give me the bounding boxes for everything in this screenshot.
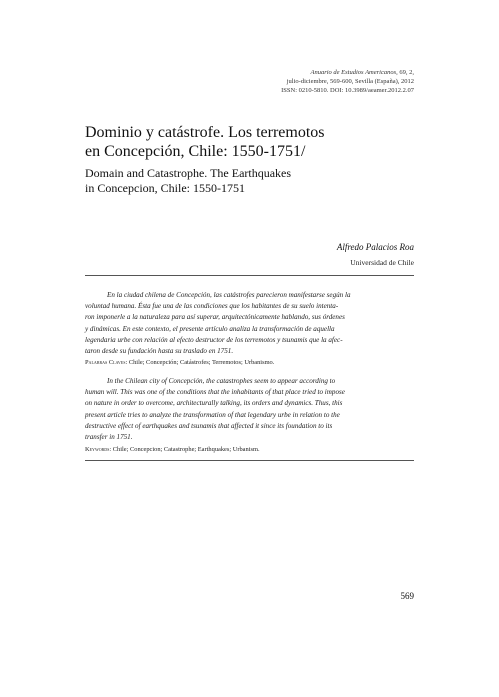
title-es-line-1: Dominio y catástrofe. Los terremotos [85, 124, 325, 141]
bottom-divider [85, 460, 414, 461]
keywords-es-text: Chile; Concepción; Catástrofes; Terremotos; Urbanismo. [127, 359, 275, 366]
abstract-es-line: y dinámicas. En este contexto, el presente artículo analiza la transformación de aquella [85, 324, 335, 333]
keywords-es-label: Palabras Claves: [85, 359, 128, 366]
author-name: Alfredo Palacios Roa [336, 242, 414, 252]
journal-ids: ISSN: 0210-5810. DOI: 10.3989/aeamer.2012.2.07 [281, 87, 414, 94]
abstract-en-line: human will. This was one of the conditions that the inhabitants of that place tried to impose [85, 388, 345, 397]
title-en-line-1: Domain and Catastrophe. The Earthquakes [85, 166, 292, 180]
abstract-en-line: present article tries to analyze the transformation of that legendary urbe in relation to the [85, 410, 340, 419]
journal-title: Anuario de Estudios Americanos [310, 69, 397, 76]
title-en-line-2: in Concepcion, Chile: 1550-1751 [85, 181, 245, 195]
article-page [85, 0, 414, 697]
abstract-es-line: voluntad humana. Ésta fue una de las condiciones que los habitantes de su suelo intenta- [85, 302, 339, 311]
title-es-line-2: en Concepción, Chile: 1550-1751/ [85, 143, 306, 160]
abstract-es-line: legendaria urbe con relación al efecto destructor de los terremotos y tsunamis que la afec- [85, 335, 343, 344]
journal-header [281, 68, 414, 95]
keywords-en-label: Keywords: [85, 446, 112, 453]
author-affiliation: Universidad de Chile [350, 258, 414, 267]
abstract-english [85, 376, 414, 443]
abstract-en-line: on nature in order to overcome, architecturally talking, its orders and dynamics. Thus, this [85, 399, 343, 408]
page-number: 569 [400, 591, 414, 601]
abstract-es-line: ron imponerle a la naturaleza para así superar, arquitectónicamente hablando, sus órdenes [85, 313, 345, 322]
article-title-spanish [85, 123, 414, 161]
abstract-en-line: In the Chilean city of Concepción, the catastrophes seem to appear according to [107, 377, 336, 385]
keywords-english [85, 445, 414, 454]
journal-title-line [281, 68, 414, 77]
abstract-es-line: En la ciudad chilena de Concepción, las catástrofes parecieron manifestarse según la [107, 291, 351, 299]
abstract-spanish [85, 290, 414, 357]
article-title-english [85, 166, 414, 196]
top-divider [85, 275, 414, 276]
keywords-en-text: Chile; Concepcion; Catastrophe; Earthquakes; Urbanism. [111, 446, 260, 453]
journal-volume: , 69, 2, [396, 69, 414, 76]
abstract-en-line: transfer in 1751. [85, 433, 133, 442]
journal-dates: julio-diciembre, 569-600, Sevilla (España), 2012 [286, 78, 414, 85]
keywords-spanish [85, 358, 414, 367]
abstract-en-line: destructive effect of earthquakes and tsunamis that affected it since its foundation to its [85, 421, 333, 430]
abstract-es-line: taron desde su fundación hasta su traslado en 1751. [85, 347, 234, 356]
